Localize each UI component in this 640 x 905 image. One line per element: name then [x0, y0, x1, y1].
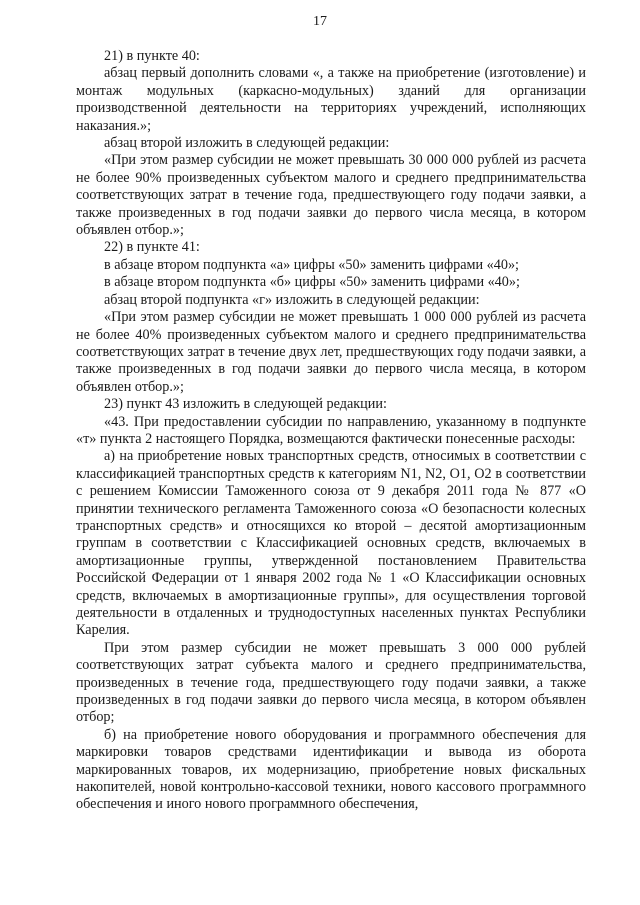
paragraph-point-43: «43. При предоставлении субсидии по направлению, указанному в подпункте «т» пункта 2 настоящего Порядка, возмещаются фактически понесенные расходы:	[76, 413, 586, 447]
paragraph-item-22-g-text: «При этом размер субсидии не может превышать 1 000 000 рублей из расчета не более 40% произведенных субъектом малого и среднего предпринимательства соответствующих затрат в течение двух лет, предшествующих году подачи заявки, а также произведенных в год подачи заявки до первого числа месяца, в котором объявлен отбор.»;	[76, 309, 586, 395]
paragraph-point-43-a-limit: При этом размер субсидии не может превышать 3 000 000 рублей соответствующих затрат субъекта малого и среднего предпринимательства, произведенных в течение года, предшествующего году подачи заявки, а также произведенных в год подачи заявки до первого числа месяца, в котором объявлен отбор;	[76, 639, 586, 726]
paragraph-item-22-a: в абзаце втором подпункта «а» цифры «50» заменить цифрами «40»;	[104, 256, 519, 273]
paragraph-item-21-abzac1: абзац первый дополнить словами «, а также на приобретение (изготовление) и монтаж модульных (каркасно-модульных) зданий для организации производственной деятельности на территориях учреждений, исполняющих наказания.»;	[76, 65, 586, 134]
paragraph-item-22-b: в абзаце втором подпункта «б» цифры «50» заменить цифрами «40»;	[104, 274, 520, 291]
document-body	[76, 48, 586, 814]
page-number: 17	[313, 14, 327, 29]
paragraph-item-23: 23) пункт 43 изложить в следующей редакции:	[104, 396, 387, 413]
paragraph-item-21-abzac2-text: «При этом размер субсидии не может превышать 30 000 000 рублей из расчета не более 90% произведенных субъектом малого и среднего предпринимательства соответствующих затрат в течение года, предшествующего году подачи заявки, а также произведенных в год подачи заявки до первого числа месяца, в котором объявлен отбор.»;	[76, 152, 586, 239]
paragraph-item-21: 21) в пункте 40:	[104, 48, 200, 64]
paragraph-point-43-a: а) на приобретение новых транспортных средств, относимых в соответствии с классификацией транспортных средств к категориям N1, N2, O1, O2 в соответствии с решением Комиссии Таможенного союза от 9 декабря 2011 года № 877 «О принятии технического регламента Таможенного союза «О безопасности колесных транспортных средств» и относящихся ко второй – десятой амортизационным группам в соответствии с Классификацией основных средств, включаемых в амортизационные группы, утвержденной постановлением Правительства Российской Федерации от 1 января 2002 года № 1 «О Классификации основных средств, включаемых в амортизационные группы», для осуществления торговой деятельности в отдаленных и труднодоступных населенных пунктах Республики Карелия.	[76, 448, 586, 639]
paragraph-point-43-b: б) на приобретение нового оборудования и программного обеспечения для маркировки товаров средствами идентификации и вывода из оборота маркированных товаров, их модернизацию, приобретение новых фискальных накопителей, новой контрольно-кассовой техники, нового кассового программного обеспечения и иного нового программного обеспечения,	[76, 726, 586, 813]
paragraph-item-22: 22) в пункте 41:	[104, 239, 200, 256]
paragraph-item-22-g-intro: абзац второй подпункта «г» изложить в следующей редакции:	[104, 291, 480, 308]
paragraph-item-21-abzac2-intro: абзац второй изложить в следующей редакции:	[104, 135, 390, 152]
